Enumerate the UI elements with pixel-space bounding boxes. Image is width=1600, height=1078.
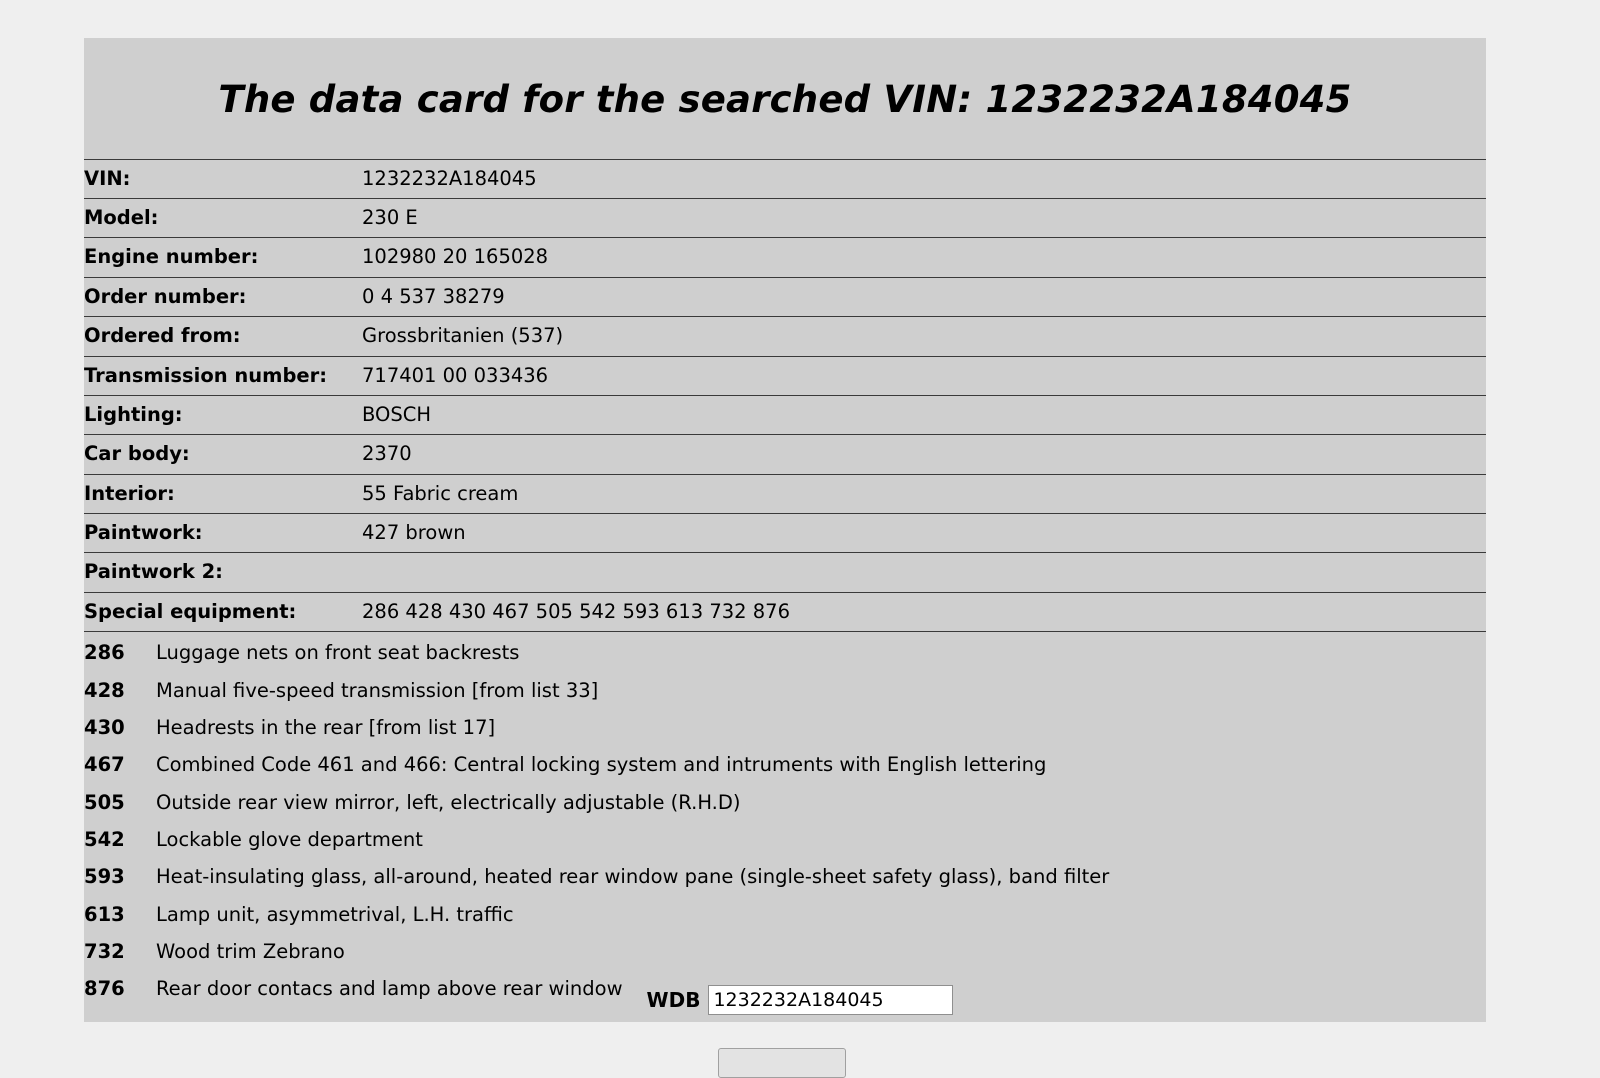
field-value: 230 E [362, 206, 418, 230]
equipment-code: 542 [84, 827, 125, 851]
equipment-description: Rear door contacs and lamp above rear window [156, 977, 623, 1001]
page-title: The data card for the searched VIN: 1232232A184045 [218, 78, 1352, 121]
equipment-description: Combined Code 461 and 466: Central locking system and intruments with English lettering [156, 753, 1047, 777]
field-value: Grossbritanien (537) [362, 324, 564, 348]
table-row [84, 474, 1486, 513]
table-row [84, 356, 1486, 395]
equipment-code: 467 [84, 753, 125, 777]
table-row [84, 514, 1486, 553]
field-value: 717401 00 033436 [362, 363, 549, 387]
field-value [362, 553, 1486, 592]
special-equipment-section [84, 631, 1486, 1021]
table-row [84, 435, 1486, 474]
equipment-description: Lockable glove department [156, 827, 423, 851]
field-label: Interior: [84, 481, 175, 505]
equipment-description: Manual five-speed transmission [from list 33] [156, 678, 599, 702]
vehicle-details-body [84, 159, 1486, 631]
list-item [84, 933, 1486, 970]
special-equipment-body [84, 634, 1486, 1007]
field-label: VIN: [84, 166, 131, 190]
list-item [84, 672, 1486, 709]
list-item [84, 634, 1486, 671]
wdb-prefix-label: WDB [646, 988, 701, 1012]
field-label: Engine number: [84, 245, 259, 269]
equipment-description: Outside rear view mirror, left, electrically adjustable (R.H.D) [156, 790, 741, 814]
equipment-code: 430 [84, 715, 125, 739]
field-value: 102980 20 165028 [362, 245, 549, 269]
list-item [84, 746, 1486, 783]
equipment-description: Lamp unit, asymmetrival, L.H. traffic [156, 902, 514, 926]
field-label: Paintwork 2: [84, 560, 223, 584]
field-value: BOSCH [362, 402, 432, 426]
field-label: Special equipment: [84, 599, 297, 623]
table-row [84, 395, 1486, 434]
equipment-description: Wood trim Zebrano [156, 939, 345, 963]
field-value: 427 brown [362, 521, 466, 545]
field-value: 2370 [362, 442, 412, 466]
table-row [84, 159, 1486, 198]
field-value: 55 Fabric cream [362, 481, 519, 505]
data-card [84, 38, 1486, 1022]
list-item [84, 821, 1486, 858]
vin-search-form [0, 985, 1600, 1015]
list-item [84, 896, 1486, 933]
field-value: 1232232A184045 [362, 166, 537, 190]
list-item [84, 784, 1486, 821]
equipment-code: 593 [84, 865, 125, 889]
table-row [84, 238, 1486, 277]
field-value: 0 4 537 38279 [362, 284, 505, 308]
equipment-code: 732 [84, 939, 125, 963]
equipment-description: Luggage nets on front seat backrests [156, 641, 520, 665]
equipment-code: 613 [84, 902, 125, 926]
equipment-code: 876 [84, 977, 125, 1001]
equipment-description: Headrests in the rear [from list 17] [156, 715, 496, 739]
list-item [84, 709, 1486, 746]
field-label: Paintwork: [84, 521, 203, 545]
field-label: Ordered from: [84, 324, 241, 348]
field-label: Model: [84, 206, 159, 230]
equipment-description: Heat-insulating glass, all-around, heated rear window pane (single-sheet safety glass), band filter [156, 865, 1110, 889]
table-row [84, 592, 1486, 631]
field-value: 286 428 430 467 505 542 593 613 732 876 [362, 599, 790, 623]
table-row [84, 277, 1486, 316]
equipment-code: 286 [84, 641, 125, 665]
special-equipment-table [84, 634, 1486, 1007]
field-label: Order number: [84, 284, 247, 308]
table-row [84, 199, 1486, 238]
submit-button[interactable] [718, 1048, 846, 1078]
field-label: Lighting: [84, 402, 183, 426]
equipment-code: 428 [84, 678, 125, 702]
field-label: Car body: [84, 442, 190, 466]
list-item [84, 858, 1486, 895]
table-row [84, 553, 1486, 592]
table-row [84, 317, 1486, 356]
vin-input[interactable] [708, 985, 953, 1015]
vehicle-details-table [84, 159, 1486, 632]
field-label: Transmission number: [84, 363, 328, 387]
equipment-code: 505 [84, 790, 125, 814]
